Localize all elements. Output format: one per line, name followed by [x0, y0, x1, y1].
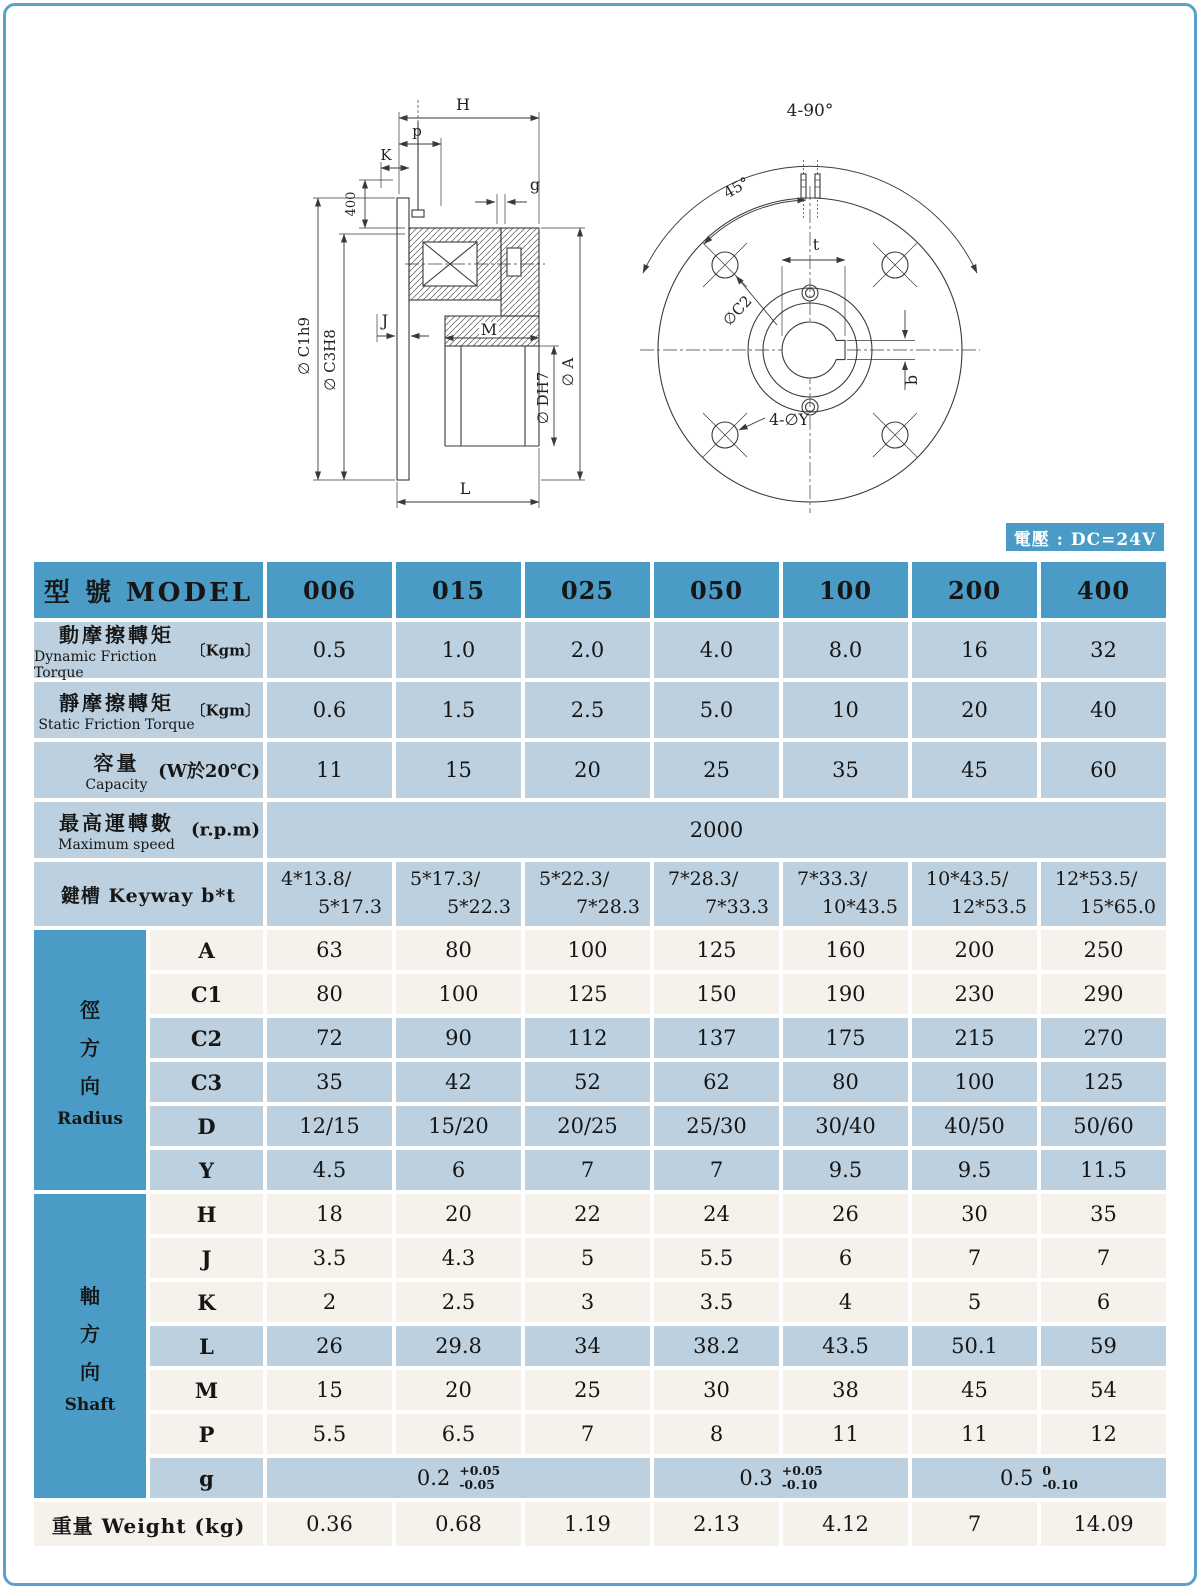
value-cell: 112 [525, 1018, 650, 1058]
value-cell: 15 [396, 742, 521, 798]
value-cell: 18 [267, 1194, 392, 1234]
keyway-line2: 5*17.3 [318, 896, 382, 918]
dim-label-p: p [412, 122, 422, 140]
value-cell: 200 [912, 930, 1037, 970]
keyway-cell [654, 862, 779, 926]
value-cell: 2.0 [525, 622, 650, 678]
value-cell: 2.13 [654, 1502, 779, 1546]
value-cell: 35 [267, 1062, 392, 1102]
value-cell: 10 [783, 682, 908, 738]
value-cell: 30/40 [783, 1106, 908, 1146]
side-view-drawing [293, 88, 593, 518]
value-cell: 38.2 [654, 1326, 779, 1366]
value-cell: 90 [396, 1018, 521, 1058]
terminal-pins [801, 160, 820, 220]
model-column-header: 200 [912, 562, 1037, 618]
value-cell: 7 [912, 1238, 1037, 1278]
value-cell: 45 [912, 1370, 1037, 1410]
value-cell: 45 [912, 742, 1037, 798]
value-cell: 50/60 [1041, 1106, 1166, 1146]
value-cell: 125 [654, 930, 779, 970]
g-lower-tol: -0.10 [781, 1477, 818, 1492]
section-label-radius [34, 930, 146, 1190]
param-cell: C2 [150, 1018, 263, 1058]
section-label-char: 方 [80, 1322, 100, 1346]
value-cell: 270 [1041, 1018, 1166, 1058]
value-cell: 100 [912, 1062, 1037, 1102]
row-label-dynamic-torque [34, 622, 263, 681]
param-cell: g [150, 1458, 263, 1498]
keyway-line1: 12*53.5/ [1055, 868, 1138, 891]
value-cell: 1.0 [396, 622, 521, 678]
value-cell: 11.5 [1041, 1150, 1166, 1190]
param-cell: J [150, 1238, 263, 1278]
keyway-line1: 10*43.5/ [926, 868, 1009, 891]
value-cell: 0.6 [267, 682, 392, 738]
section-label-shaft [34, 1194, 146, 1498]
g-tolerance-cell [654, 1458, 908, 1498]
value-cell: 5 [912, 1282, 1037, 1322]
param-cell: M [150, 1370, 263, 1410]
param-cell: C1 [150, 974, 263, 1014]
dim-label-45: 45° [720, 173, 753, 203]
row-label-en: Maximum speed [58, 837, 175, 853]
value-cell: 215 [912, 1018, 1037, 1058]
front-view-drawing [615, 88, 995, 518]
screw-collar [412, 210, 424, 217]
row-label-cn: 靜摩擦轉矩 [59, 691, 174, 715]
g-tolerance-cell [912, 1458, 1166, 1498]
model-column-header: 050 [654, 562, 779, 618]
row-label-keyway: 鍵槽 Keyway b*t [34, 862, 263, 926]
row-label-en: Static Friction Torque [38, 717, 195, 733]
bolt-hole [703, 413, 747, 457]
keyway-line2: 5*22.3 [447, 896, 511, 918]
value-cell: 7 [525, 1150, 650, 1190]
value-cell: 4 [783, 1282, 908, 1322]
dim-label-L: L [459, 479, 471, 498]
dim-label-4Y: 4-∅Y [769, 410, 810, 429]
keyway-line2: 7*28.3 [576, 896, 640, 918]
value-cell: 25 [525, 1370, 650, 1410]
section-label-en: Shaft [64, 1395, 116, 1415]
value-cell: 250 [1041, 930, 1166, 970]
value-cell: 24 [654, 1194, 779, 1234]
value-cell: 5.5 [267, 1414, 392, 1454]
keyway-line1: 7*28.3/ [668, 868, 739, 891]
value-cell: 6.5 [396, 1414, 521, 1454]
model-column-header: 100 [783, 562, 908, 618]
value-cell: 20 [396, 1194, 521, 1234]
keyway-line2: 15*65.0 [1080, 896, 1156, 918]
dim-label-K: K [380, 146, 392, 164]
value-cell: 2.5 [396, 1282, 521, 1322]
value-cell: 5.0 [654, 682, 779, 738]
value-cell: 125 [525, 974, 650, 1014]
value-cell: 12/15 [267, 1106, 392, 1146]
param-cell: K [150, 1282, 263, 1322]
value-cell: 8 [654, 1414, 779, 1454]
keyway-line2: 10*43.5 [822, 896, 898, 918]
row-label-cn: 容量 [93, 751, 140, 775]
value-cell: 7 [912, 1502, 1037, 1546]
row-unit: (W於20℃) [158, 761, 260, 782]
dim-label-H: H [456, 95, 470, 114]
value-cell: 6 [1041, 1282, 1166, 1322]
keyway-line1: 4*13.8/ [281, 868, 352, 891]
value-cell: 100 [396, 974, 521, 1014]
value-cell: 25/30 [654, 1106, 779, 1146]
value-cell: 150 [654, 974, 779, 1014]
value-cell: 230 [912, 974, 1037, 1014]
model-column-header: 400 [1041, 562, 1166, 618]
dim-label-400: 400 [344, 191, 359, 217]
dim-label-b: b [902, 374, 921, 386]
value-cell: 1.5 [396, 682, 521, 738]
value-cell: 20 [912, 682, 1037, 738]
value-cell: 60 [1041, 742, 1166, 798]
value-cell: 15/20 [396, 1106, 521, 1146]
dim-label-A: ∅ A [559, 357, 577, 387]
value-cell: 6 [783, 1238, 908, 1278]
value-cell: 11 [783, 1414, 908, 1454]
value-cell: 20/25 [525, 1106, 650, 1146]
param-cell: D [150, 1106, 263, 1146]
keyway-line1: 7*33.3/ [797, 868, 868, 891]
dim-label-g: g [529, 175, 541, 194]
param-cell: H [150, 1194, 263, 1234]
spec-table [34, 562, 1166, 1546]
section-label-char: 向 [80, 1360, 100, 1384]
value-cell: 7 [1041, 1238, 1166, 1278]
value-cell: 52 [525, 1062, 650, 1102]
g-upper-tol: +0.05 [781, 1462, 823, 1478]
keyway-cell [1041, 862, 1166, 926]
keyway-cell [912, 862, 1037, 926]
value-cell: 175 [783, 1018, 908, 1058]
value-cell: 4.12 [783, 1502, 908, 1546]
model-column-header: 025 [525, 562, 650, 618]
g-lower-tol: -0.10 [1042, 1477, 1079, 1492]
value-cell: 15 [267, 1370, 392, 1410]
value-cell: 29.8 [396, 1326, 521, 1366]
value-cell: 16 [912, 622, 1037, 678]
row-label-capacity [34, 742, 263, 798]
g-upper-tol: +0.05 [459, 1462, 501, 1478]
keyway-cell [267, 862, 392, 926]
value-cell: 25 [654, 742, 779, 798]
dim-label-t: t [812, 235, 820, 254]
value-cell: 7 [654, 1150, 779, 1190]
value-cell: 160 [783, 930, 908, 970]
model-column-header: 015 [396, 562, 521, 618]
keyway-line2: 7*33.3 [705, 896, 769, 918]
value-cell: 5.5 [654, 1238, 779, 1278]
value-cell: 0.68 [396, 1502, 521, 1546]
value-cell: 40/50 [912, 1106, 1037, 1146]
value-cell: 137 [654, 1018, 779, 1058]
param-cell: P [150, 1414, 263, 1454]
keyway-line1: 5*22.3/ [539, 868, 610, 891]
model-column-header: 006 [267, 562, 392, 618]
value-cell: 54 [1041, 1370, 1166, 1410]
row-label-cn: 動摩擦轉矩 [59, 623, 174, 647]
max-speed-value: 2000 [267, 802, 1166, 858]
dim-label-J: J [381, 311, 389, 330]
value-cell: 3 [525, 1282, 650, 1322]
g-value: 0.5 [999, 1466, 1034, 1490]
value-cell: 4.3 [396, 1238, 521, 1278]
section-label-char: 向 [80, 1074, 100, 1098]
section-label-char: 方 [80, 1036, 100, 1060]
section-label-char: 徑 [80, 998, 100, 1022]
value-cell: 9.5 [783, 1150, 908, 1190]
value-cell: 43.5 [783, 1326, 908, 1366]
value-cell: 20 [396, 1370, 521, 1410]
bolt-hole [873, 413, 917, 457]
value-cell: 40 [1041, 682, 1166, 738]
value-cell: 2.5 [525, 682, 650, 738]
value-cell: 3.5 [267, 1238, 392, 1278]
value-cell: 1.19 [525, 1502, 650, 1546]
value-cell: 20 [525, 742, 650, 798]
value-cell: 125 [1041, 1062, 1166, 1102]
value-cell: 190 [783, 974, 908, 1014]
value-cell: 12 [1041, 1414, 1166, 1454]
value-cell: 80 [396, 930, 521, 970]
dim-label-C1h9: ∅ C1h9 [295, 316, 313, 376]
value-cell: 30 [912, 1194, 1037, 1234]
voltage-badge: 電壓 : DC=24V [1006, 523, 1164, 551]
g-value: 0.2 [416, 1466, 451, 1490]
section-label-en: Radius [57, 1109, 123, 1129]
bolt-hole [703, 243, 747, 287]
section-label-char: 軸 [80, 1284, 100, 1308]
dim-label-C3H8: ∅ C3H8 [321, 329, 339, 391]
value-cell: 59 [1041, 1326, 1166, 1366]
value-cell: 11 [912, 1414, 1037, 1454]
value-cell: 42 [396, 1062, 521, 1102]
value-cell: 35 [783, 742, 908, 798]
param-cell: Y [150, 1150, 263, 1190]
value-cell: 38 [783, 1370, 908, 1410]
value-cell: 290 [1041, 974, 1166, 1014]
row-unit: 〔Kgm〕 [190, 641, 260, 660]
value-cell: 11 [267, 742, 392, 798]
value-cell: 62 [654, 1062, 779, 1102]
g-lower-tol: -0.05 [459, 1477, 495, 1492]
value-cell: 80 [267, 974, 392, 1014]
value-cell: 0.36 [267, 1502, 392, 1546]
keyway-cell [396, 862, 521, 926]
dim-label-DH7: ∅ DH7 [534, 371, 552, 425]
row-label-cn: 最高運轉數 [59, 811, 174, 835]
value-cell: 30 [654, 1370, 779, 1410]
row-label-en: Dynamic Friction Torque [34, 649, 157, 681]
keyway-line2: 12*53.5 [951, 896, 1027, 918]
value-cell: 100 [525, 930, 650, 970]
bore-with-keyway [782, 322, 845, 378]
g-upper-tol: 0 [1042, 1462, 1052, 1478]
model-header-label: 型 號 MODEL [34, 562, 263, 618]
value-cell: 2 [267, 1282, 392, 1322]
value-cell: 5 [525, 1238, 650, 1278]
dim-label-M: M [480, 320, 498, 339]
value-cell: 80 [783, 1062, 908, 1102]
flange-plate [397, 198, 409, 480]
value-cell: 9.5 [912, 1150, 1037, 1190]
value-cell: 3.5 [654, 1282, 779, 1322]
value-cell: 34 [525, 1326, 650, 1366]
rotor-bolt [507, 248, 521, 276]
value-cell: 63 [267, 930, 392, 970]
row-label-en: Capacity [85, 777, 148, 793]
param-cell: A [150, 930, 263, 970]
value-cell: 35 [1041, 1194, 1166, 1234]
row-label-static-torque [34, 682, 263, 738]
g-value: 0.3 [739, 1466, 773, 1490]
value-cell: 6 [396, 1150, 521, 1190]
keyway-cell [783, 862, 908, 926]
param-cell: L [150, 1326, 263, 1366]
value-cell: 26 [783, 1194, 908, 1234]
row-unit: 〔Kgm〕 [190, 701, 260, 720]
value-cell: 72 [267, 1018, 392, 1058]
value-cell: 4.5 [267, 1150, 392, 1190]
keyway-cell [525, 862, 650, 926]
value-cell: 7 [525, 1414, 650, 1454]
value-cell: 50.1 [912, 1326, 1037, 1366]
value-cell: 8.0 [783, 622, 908, 678]
row-unit: (r.p.m) [190, 819, 260, 841]
param-cell: C3 [150, 1062, 263, 1102]
dim-label-C2: ∅C2 [719, 291, 756, 330]
value-cell: 26 [267, 1326, 392, 1366]
g-tolerance-cell [267, 1458, 650, 1498]
row-label-max-speed [34, 802, 263, 858]
value-cell: 14.09 [1041, 1502, 1166, 1546]
bolt-hole [873, 243, 917, 287]
value-cell: 22 [525, 1194, 650, 1234]
value-cell: 4.0 [654, 622, 779, 678]
value-cell: 32 [1041, 622, 1166, 678]
keyway-line1: 5*17.3/ [410, 868, 481, 891]
dim-label-4-90: 4-90° [786, 101, 834, 121]
value-cell: 0.5 [267, 622, 392, 678]
row-label-weight: 重量 Weight (kg) [34, 1502, 263, 1546]
